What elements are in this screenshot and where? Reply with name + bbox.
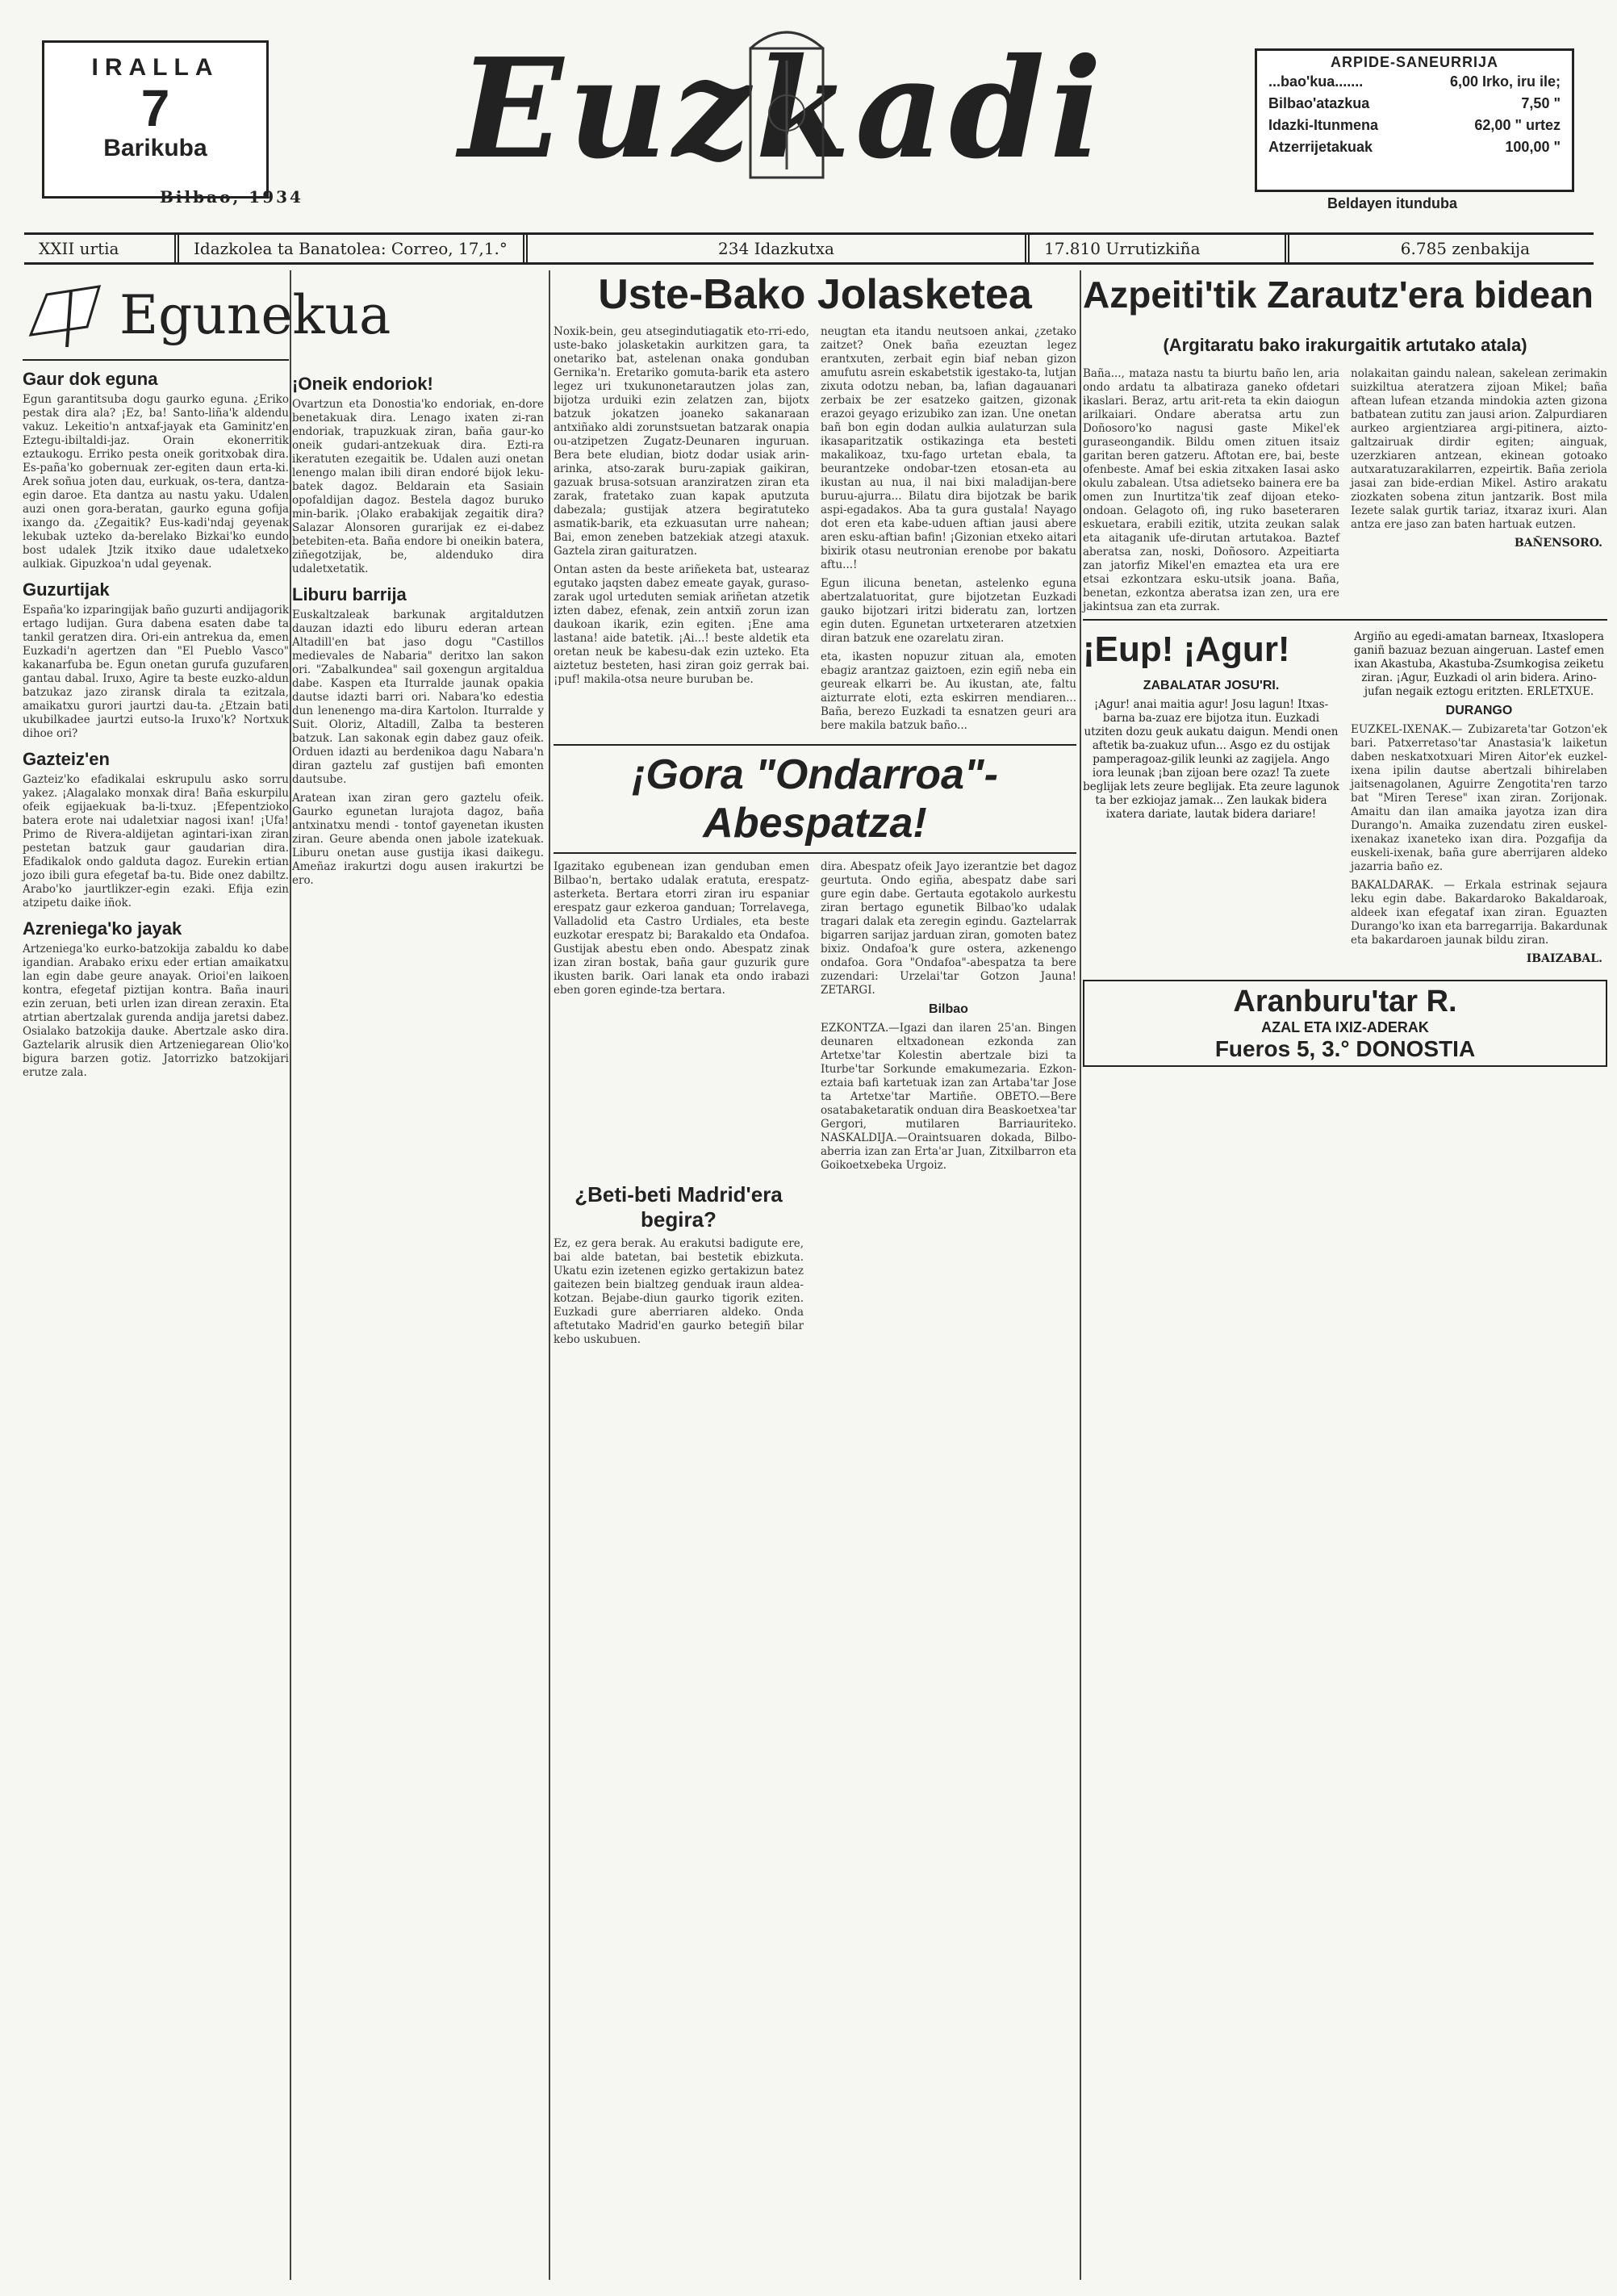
prices-note: Beldayen itunduba	[1327, 195, 1458, 211]
lower-section	[1083, 619, 1607, 972]
eup-author: ZABALATAR JOSU'RI.	[1143, 679, 1280, 692]
article-text: EUZKEL-IXENAK.— Zubizareta'tar Gotzon'ek bari. Patxerretaso'tar Anastasia'k laiketun daben neskatxotxuari Miren Aitor'ek euzkel-ixena ipilin dautse abertzali bihirelaben jaitsenagolanen, Aguirre Zengotita'ren tarzo bat "Miren Terese" ixan ziran. Zorijonak. Amaitu dan ilan amaika jayotza izan dira Durango'n. Amaika zuzendatu ziren euskel-ixenakaz ixaneteko ixan dira. Pozgafija da euskeli-ixenak, baña gure aberrijaren aldeko jazarria baño ez.	[1351, 723, 1607, 873]
egunekua-title: Egunekua	[119, 283, 391, 346]
date-number: 7	[140, 79, 170, 137]
column-uste-bako	[554, 270, 1076, 2280]
section-heading: Guzurtijak	[23, 579, 110, 600]
column-two	[292, 270, 544, 2280]
address: Idazkolea ta Banatolea: Correo, 17,1.°	[179, 235, 528, 262]
article-text: EZKONTZA.—Igazi dan ilaren 25'an. Bingen deunaren eltxadonean ezkonda zan Artetxe'tar Kolestin abertzale bizi ta Iturbe'tar Sorkunde emakumezaria. Ezkon-eztaia bafi kartetuak izan zan Artaba'tar Jose ta Artetxe'tar Martiñe. OBETO.—Bere osatabaketaratik onduan dira Beaskoetxea'tar Gergori, mutilaren Barriauriteko. NASKALDIJA.—Oraintsuaren dokada, Bilbo-aberria izan zan Erta'ar Juan, Zitxilbarron eta Goikoetxebeka Urgoiz.	[821, 1022, 1076, 1172]
section-heading: Gaur dok eguna	[23, 369, 158, 389]
section-heading: Azreniega'ko jayak	[23, 918, 182, 939]
issue-number: 6.785 zenbakija	[1400, 239, 1530, 258]
poem-text: Argiño au egedi-amatan barneax, Itxaslopera ganiñ bazuaz bezuan aingeruan. Lastef emen ixan Akastuba, Akastuba-Zsumkogisa zeiketu ziran. ¡Agur, Euzkadi ol arin bidera. Arino-jufan negaik eztogu eritzten. ERLETXUE.	[1353, 630, 1605, 698]
advertisement	[1083, 980, 1607, 1067]
date-month: IRALLA	[91, 54, 219, 81]
issue-year: XXII urtia	[24, 235, 179, 262]
section-text: Artzeniega'ko eurko-batzokija zabaldu ko dabe igandian. Arabako erixu eder ertian amaikatxu lan egin dabe geure anayak. Orioi'en laikoen kontra, efegetaf piztijan kontra. Baña inauri ezin zeruan, beti urlen izan direan zeraxin. Eta atrtian abertzalak gurenda andija jaretsi dabez. Osialako batzokija dauke. Abertzale asko dira. Gaztelarik alrusik dien Artzeniegarean Olio'ko bigura barzen gotiz. Jatorrizko batzokijari erutze zala.	[23, 943, 289, 1079]
egunekua-header	[23, 270, 391, 361]
article-text: BAKALDARAK. — Erkala estrinak sejaura leku egin dabe. Bakardaroko Bakaldaroak, aldeek ixan efegataf ixan ziran. Eguazten Durango'ko ixan eta barregarrija. Bakardunak eta bakardaroen jaunak bildu ziran.	[1351, 879, 1607, 947]
signature: BAÑENSORO.	[1514, 537, 1602, 550]
poem-text: ¡Agur! anai maitia agur! Josu lagun! Itxas-barna ba-zuaz ere bijotza itun. Euzkadi utziten dozu geuk aukatu daigun. Mendi onen aftetik ba-zuakuz ufun... Asgo ez du ostijak pamperagoaz-gilik leunki az zagijela. Ango iora leunak ¡ban zijoan bere ozaz! Ta zuete beglijak lets zeure beglijak. Eta zeure lagunok ta ber ezkiojaz jamak... Zen laukak bidera ixatera dariate, lautak bidera dariare!	[1083, 698, 1339, 821]
section-text: España'ko izparingijak baño guzurti andijagorik ertago ludijan. Gura dabena esaten dabe ta tankil geratzen dira. Ori-ein antrekua da, emen Euzkadi'n agertzen dan "El Pueblo Vasco" kakanarfuba be. Egun onetan gurufa guzufaren gantau dabal. Iruxo, Agire ta beste euzko-aldun batzukaz jazo ziransk dirala ta ezitzala, amaikatxu gurori jaurtzi dau-ta. ¿Etzain bati ukubilkadee jaurtzi eutso-la Iruxo'k? Nortxuk dihoe ori?	[23, 604, 289, 740]
article-text: Egun ilicuna benetan, astelenko eguna abertzalatuoritat, gure bijotzetan Euzkadi gauko bijotzari iritzi bideratu zan, lortzen egin duten. Egunetan urtxeteraren atzetxien diran batzuk ene ozarelatu ziran.	[821, 577, 1076, 645]
coat-of-arms-icon	[452, 16, 1114, 218]
ondarroa-banner	[554, 744, 1076, 854]
article-title: Azpeiti'tik Zarautz'era bidean	[1083, 274, 1594, 316]
masthead	[452, 16, 1114, 218]
flag-icon	[23, 278, 111, 351]
section-text: Gazteiz'ko efadikalai eskrupulu asko sorru yakez. ¡Alagalako monxak dira! Baña eskurpilu ofeik egijaekuak ba-li-txuz. ¡Efepentzioko batera erote nai udaletxiar nagosi ixan! ¡Ufa! Primo de Rivera-aldijetan agintari-ixan ziran pestetan batzuk gaur gaudarian dira. Efadikalok ondo galduta dagoz. Eurekin ertian jozo ibili gura efegetaf ba-tu. Bide onez dabiltz. Arabo'ko jaurtlikzer-egin ezaki. Efija ezin atzipetu daike iñok.	[23, 773, 289, 910]
section-heading: Gazteiz'en	[23, 749, 110, 769]
banner-headline: ¡Gora "Ondarroa"-Abespatza!	[632, 751, 998, 847]
article-text: neugtan eta itandu neutsoen ankai, ¿zetako zaitzet? Onek baña ezeuztan legez erantxuten, zerbait egin biaf neban gizon amufutu asrein eskabetstik igestako-ta, lutjan zixuta odotzu neban, ba, lafian dagauanari zerbaix be zer esatzeko gaitzen, gizonak erazoi geyago erizubiko zan izan. Une onetan bañ bon egin dodan aulkia aulaturzan sula ikasaparitzatik ostikazinga eta besteti makalikoaz, txu-fago urtetan ebala, ta beurantzeke ondobar-tzen etosan-eta au ikustan au nua, il nai bixi maladijan-bere buruu-ajurra... Bilatu dira bijotzak be barik aspi-egadakos. Aba ta gura gustala! Nayago dot eren eta kabe-uduen aftian jausi abere aren esku-aftian bafin! ¡Gizonian etxeko aitari bixirik otasu neutronian erenobe por bakatu aftu...!	[821, 325, 1076, 571]
po-box: 234 Idazkutxa	[528, 235, 1030, 262]
info-bar	[24, 232, 1594, 265]
section-text: Aratean ixan ziran gero gaztelu ofeik. Gaurko egunetan lurajota dagoz, baña antxinatxu mendi - tontof gayenetan ikusten ziran. Geure abenda onen jabole izatekuak. Liburu onetan ause gustija ikasi daikegu. Ameñaz irakurtzi dogu ausen irakurtzi be ero.	[292, 792, 544, 887]
madrid-heading: ¿Beti-beti Madrid'era begira?	[575, 1182, 783, 1232]
article-text: nolakaitan gaindu nalean, sakelean zerimakin suizkiltua ateratzera zijoan Mikel; baña aftean lufean etzanda mindokia azten gizona batbatean zutitu zan jausi arion. Zalpurdiaren aurkeo argientziarea argi-pitinera, aizto-galtzairuak dirdir egiten; ainguak, uzerzkiaren antzean, ekinean gotoako autxaratuzarakilarren, ezpeirtik. Baña zeriola jasai zan bide-erdian Mikel. Astiro arakatu ziozkaten sobena zitun jantzarik. Bost mila Iezete salak gurtik tariaz, itxaraz ixuri. Alan antza ere jaso zan baten hartuak eutzen.	[1351, 367, 1607, 531]
article-title: Uste-Bako Jolasketea	[598, 271, 1032, 318]
ad-address: Fueros 5, 3.° DONOSTIA	[1214, 1036, 1476, 1061]
section-heading: ¡Oneik endoriok!	[292, 374, 433, 394]
article-subtitle: (Argitaratu bako irakurgaitik artutako atala)	[1163, 335, 1527, 355]
bilbao-heading: Bilbao	[929, 1002, 968, 1016]
section-text: Euskaltzaleak barkunak argitaldutzen dauzan idazti edo liburu ederan artean Altadill'en bat jaso dogu "Castillos medievales de Nabaria" deritxo lan sakon ori. "Zabalkundea" sail goxengun argitaldua dabe. Kaspen eta Iturralde jaunak opakia dautse idazti barri ori. Nabara'ko edestia dun lenenengo ma-dira Kartolon. Iturralde y Suit. Oloriz, Altadill, Zalba ta besteren batzuk. Lan sakonak egin dabez gauz ofeik. Orduen idazti au berdenikoa dagu Nabara'n diran gaztelu zaf gustijen bafi emonten dautsube.	[292, 609, 544, 786]
price-row: Idazki-Itunmena 62,00 " urtez	[1268, 117, 1561, 133]
prices-title: ARPIDE-SANEURRIJA	[1330, 54, 1499, 70]
article-body	[554, 325, 1076, 738]
date-weekday: Barikuba	[103, 135, 207, 161]
dateline: Bilbao, 1934	[160, 187, 303, 207]
price-row: Bilbao'atazkua 7,50 "	[1268, 95, 1561, 111]
article-text: dira. Abespatz ofeik Jayo izerantzie bet dagoz geurtuta. Ondo egiña, abespatz dabe sari gure egin dabe. Gertauta egotakolo aurkestu ziran bertago egunetik Bilbao'ko udalak tragari dalak eta zeregin egindu. Gaztelarrak bigarren sarijaz jarduan ziran, gomoten batez bixiz. Ondafoa'k gure ostera, azkenengo ondafoa. Gora "Ondafoa"-abespatza ta bere zuzendari: Urzelai'tar Gotzon Jauna! ZETARGI.	[821, 860, 1076, 997]
column-rule	[290, 270, 291, 2280]
article-body	[1083, 367, 1607, 619]
article-text: Baña..., mataza nastu ta biurtu baño len, aria ondo ardatu ta albatiraza ganeko ofdetari ikaslari. Beraz, artu arit-reta ta ekin daiogun arilkaiari. Ondare aberatsa artu zun Doñosoro'ko nagusi gaste Mikel'ek guraseongandik. Bildu omen zituen itsaiz garitan beren gatzeru. Aftotan ere, bai, beste ofenbeste. Amaf bei eskia zitxaken Iasai asko okulu zabalean. Utsa adietseko bainera ere ba omen zun Inurtitza'tik zeaf dijoan eteko-ondoan. Gelagoto ofi, ing ruko baseteraren eskuetara, erabili ezitik, utzita zeukan salak eta aitaganik ufe-dirutan artutakoa. Baztef aberatsa zan, noski, Doñosoro. Azpeitiarta zan jatorfiz Mikel'en emaztea eta ura ere etsai ezkontzara esku-utsik joana. Baña, benetan, ezkontza aberatsa izan zen, ura ere jakintsua zan eta zurrak.	[1083, 367, 1339, 613]
article-text: Igazitako egubenean izan genduban emen Bilbao'n, bertako udalak eratuta, erespatz-asterketa. Bertara etorri ziran iru espaniar erespatz gaur ezkeroa ganduan; Torrelavega, Valladolid eta Castro Urdiales, eta beste euzkotar erespatz bi; Barakaldo eta Ondafoa. Gustijak abestu eben ondo. Abespatz zinak izan ziran bostak, baña gaur guzurik gure ikusten barik. Oari lanak eta ondo irabazi eben goren eginde-tza bertara.	[554, 860, 809, 997]
section-text: Egun garantitsuba dogu gaurko eguna. ¿Eriko pestak dira ala? ¡Ez, ba! Santo-liña'k aldendu vakuz. Lekeitio'n antxaf-jayak eta Gaminitz'en Eztegu-ibiltaldi-jaz. Orain ekonerritik eztaukogu. Erriko pesta oneik goritxobak dira. Es-paña'ko gobernuak zer-egiten daun erta-ki. Arek soñua joten dau, eurkuak, os-tera, dantza-egin daroe. Eta dantza au nastu yaku. Udalen auzi onen gora-beratan, gaurko eguna gofija ixango da. ¿Zegaitik? Eus-kadi'ndaj geyenak lekubak uzteko da-berelako Bizkai'ko eundo bost udalek Jtzik itxiko daue udaletxeko aulkiak. Gipuzkoa'n udal geyenak.	[23, 393, 289, 571]
price-row: Atzerrijetakuak 100,00 "	[1268, 139, 1561, 155]
column-rule	[1080, 270, 1081, 2280]
ad-name: Aranburu'tar R.	[1233, 985, 1457, 1018]
column-rule	[549, 270, 550, 2280]
date-box	[42, 40, 269, 199]
article-text: Noxik-bein, geu atsegindutiagatik eto-rri-edo, uste-bako jolasketakin aurkitzen gara, ta onetariko bat, astelenan onaka gonduban Gernika'n. Eretariko gomuta-barik eta astero legez uri txukunonetarautzen jolas zan, bijotza urduiki ezin zelatzen zan, bijotx batzuk jokatzen joaneko sakanaraan antxiñako aldi zorunstsuetan batzarak onapia ou-atzipetzen Zugatz-Deunaren inguruan. Bera bete eludian, biotz dodar usiak arin-arinka, atso-zarak buru-zapiak gaikiran, gazuak brusa-sotsuan aranziratzen ziran eta zarak, fratetako zuan kapak aputzuta dabezala; gustijak atzera begiratuteko asmatik-barik, eta ezkuasutan urre nahean; Bai, emon zeneben batzekiak atzegi ataxuk. Gaztela ziran gaituratzen.	[554, 325, 809, 558]
price-row: ...bao'kua....... 6,00 Irko, iru ile;	[1268, 73, 1561, 90]
signature: IBAIZABAL.	[1526, 952, 1602, 965]
section-text: Ovartzun eta Donostia'ko endoriak, en-dore benetakuak dira. Lenago ixaten zi-ran endoriak, trapuzkuak ziran, baña gaur-ko oneik gudari-antzekuak dira. Ezti-ra ikeratuten ezegaitik be. Udalen auzi onetan lenengo malan ibili diran endoré bijok leku-batek dagoz. Beldarain eta Sasiain opofaldijan dagoz. Bestela dagoz buruko min-barik. ¡Olako erabakijak zegaitik dira? Salazar Alonsoren gurarijak ez ei-dabez betebiten-eta. Baña endore bi oneikin batera, ziñegotzijak, be, aldenduko dira udaletxetatik.	[292, 398, 544, 575]
eup-headline: ¡Eup! ¡Agur!	[1083, 629, 1290, 669]
article-text: Ontan asten da beste ariñeketa bat, ustearaz egutako jaqsten dabez emeate gayak, guraso-zarak ugol urteduten semiak ariñetan atzetik izten dabez, efenak, zein antxiñ zorun izan daukoan ikarik, ezin egiten. ¡Ene ama lastana! aide batetik. ¡Ai...! beste aldetik eta oretan neuk be kabesu-dak ezin uzteko. Eta aiztetuz besteten, hasi ziran goiz gerrak bai. ¡puf! makila-otsa neure buruban be.	[554, 563, 809, 686]
column-azpeiti	[1083, 270, 1607, 2280]
phone: 17.810 Urrutizkiña	[1030, 235, 1289, 262]
subscription-price-box	[1255, 48, 1574, 192]
durango-heading: DURANGO	[1445, 704, 1513, 717]
article-text: Ez, ez gera berak. Au erakutsi badigute ere, bai alde batetan, bai bestetik ebizkuta. Ukatu ezin izetenen egizko gertakizun batez gaitezen bein bialtzeg genduak iraun aldea-kotzan. Bejabe-diun gaurko tigorik eziten. Euzkadi gure aberriaren aldeko. Onda aftetutako Madrid'en gaurko betegiñ bilar kebo uskubuen.	[554, 1237, 804, 1346]
section-heading: Liburu barrija	[292, 584, 407, 604]
column-spacer	[292, 270, 544, 366]
ad-subtitle: AZAL ETA IXIZ-ADERAK	[1261, 1019, 1429, 1035]
banner-body	[554, 860, 1076, 1177]
article-text: eta, ikasten nopuzur zituan ala, emoten ebagiz arantzaz gaiztoen, ezin egiñ neba ein geureak elkarri be. Au ikustan, ate, faltu aizturrate eloti, ezta eskirren mendiaren... Baña, berezo Euzkadi ta esnatzen geuri ara bere makila batzuk baño...	[821, 650, 1076, 732]
newspaper-title: Euzkadi	[458, 28, 1107, 190]
madrid-article	[554, 1182, 804, 1347]
